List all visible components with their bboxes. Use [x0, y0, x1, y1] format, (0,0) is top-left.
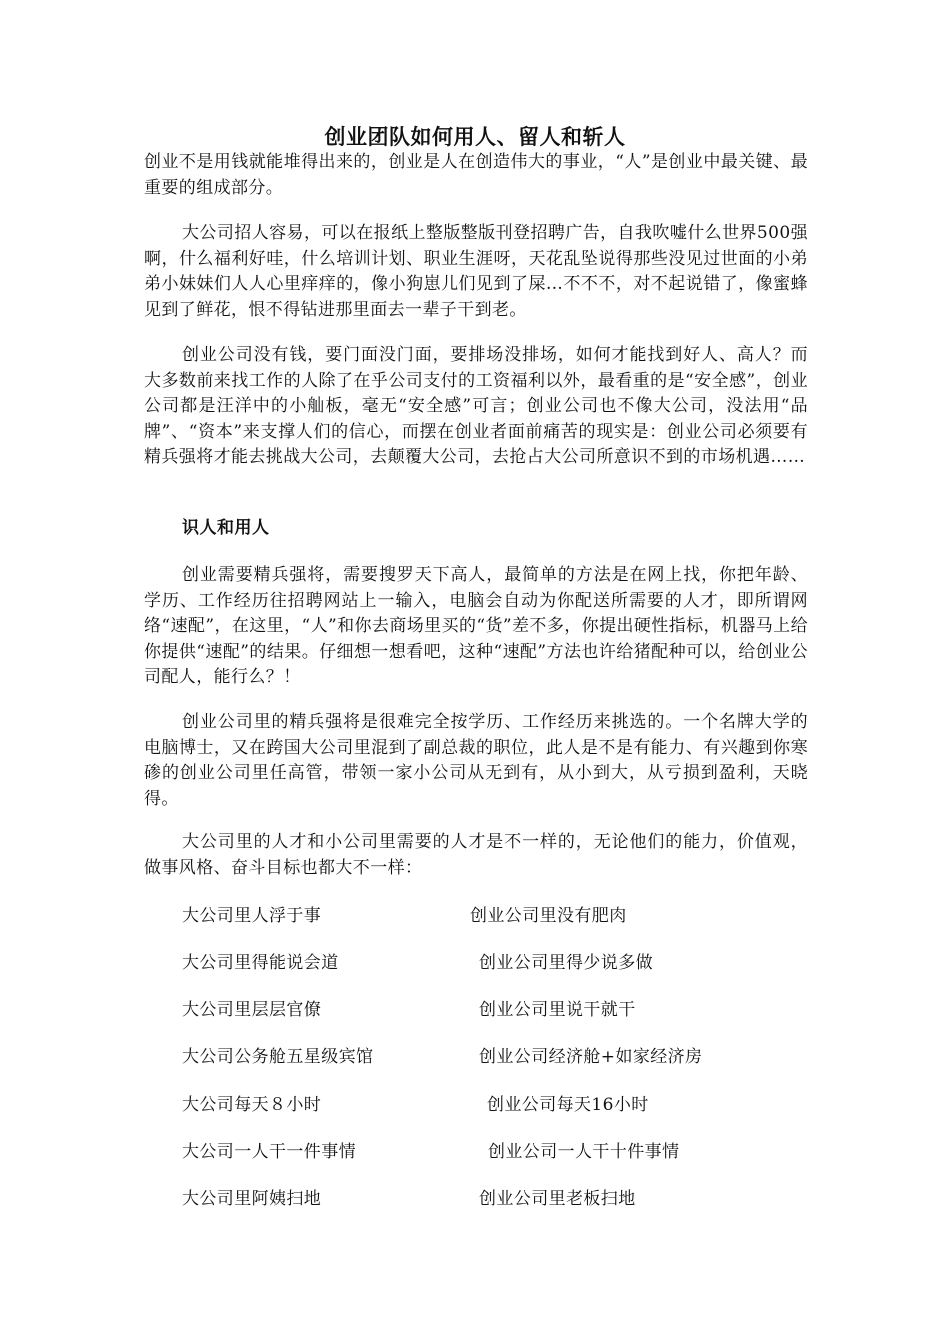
document-title: 创业团队如何用人、留人和斩人: [324, 124, 626, 149]
comparison-big-company: 大公司每天８小时: [182, 1095, 322, 1115]
comparison-row: [182, 1139, 802, 1165]
comparison-row: [182, 950, 802, 976]
comparison-startup: 创业公司一人干十件事情: [488, 1142, 680, 1162]
paragraph-talent-difference: 大公司里的人才和小公司里需要的人才是不一样的，无论他们的能力，价值观，做事风格、奋斗目标也都大不一样：: [144, 832, 808, 878]
comparison-big-company: 大公司里得能说会道: [182, 953, 339, 973]
comparison-startup: 创业公司每天16小时: [487, 1095, 649, 1115]
paragraph-startup-challenge: 创业公司没有钱，要门面没门面，要排场没排场，如何才能找到好人、高人？而大多数前来找工作的人除了在乎公司支付的工资福利以外，最看重的是“安全感”，创业公司都是汪洋中的小舢板，毫无“安全感”可言；创业公司也不像大公司，没法用“品牌”、“资本”来支撑人们的信心，而摆在创业者面前痛苦的现实是：创业公司必须要有精兵强将才能去挑战大公司，去颠覆大公司，去抢占大公司所意识不到的市场机遇……: [144, 345, 808, 468]
paragraph-speed-matching: 创业需要精兵强将，需要搜罗天下高人，最简单的方法是在网上找，你把年龄、学历、工作经历往招聘网站上一输入，电脑会自动为你配送所需要的人才，即所谓网络“速配”，在这里，“人”和你去商场里买的“货”差不多，你提出硬性指标，机器马上给你提供“速配”的结果。仔细想一想看吧，这种“速配”方法也许给猪配种可以，给创业公司配人，能行么？！: [144, 565, 808, 688]
comparison-row: [182, 1186, 802, 1212]
comparison-startup: 创业公司里没有肥肉: [470, 906, 627, 926]
comparison-startup: 创业公司里老板扫地: [479, 1189, 636, 1209]
comparison-big-company: 大公司里人浮于事: [182, 906, 322, 926]
comparison-startup: 创业公司里说干就干: [479, 1000, 636, 1020]
paragraph-intro: 创业不是用钱就能堆得出来的，创业是人在创造伟大的事业，“人”是创业中最关键、最重要的组成部分。: [144, 152, 808, 198]
comparison-row: [182, 997, 802, 1023]
paragraph-big-company-hiring: 大公司招人容易，可以在报纸上整版整版刊登招聘广告，自我吹嘘什么世界500强啊，什么福利好哇，什么培训计划、职业生涯呀，天花乱坠说得那些没见过世面的小弟弟小妹妹们人人心里痒痒的，像小狗崽儿们见到了屎…不不不，对不起说错了，像蜜蜂见到了鲜花，恨不得钻进那里面去一辈子干到老。: [144, 223, 808, 320]
comparison-big-company: 大公司里阿姨扫地: [182, 1189, 322, 1209]
comparison-big-company: 大公司公务舱五星级宾馆: [182, 1047, 374, 1067]
comparison-row: [182, 903, 802, 929]
section-heading: 识人和用人: [182, 518, 270, 538]
paragraph-elite-selection: 创业公司里的精兵强将是很难完全按学历、工作经历来挑选的。一个名牌大学的电脑博士，又在跨国大公司里混到了副总裁的职位，此人是不是有能力、有兴趣到你寒碜的创业公司里任高管，带领一家小公司从无到有，从小到大，从亏损到盈利，天晓得。: [144, 712, 808, 809]
comparison-row: [182, 1092, 802, 1118]
comparison-big-company: 大公司里层层官僚: [182, 1000, 322, 1020]
comparison-row: [182, 1044, 802, 1070]
comparison-startup: 创业公司里得少说多做: [479, 953, 653, 973]
comparison-startup: 创业公司经济舱+如家经济房: [479, 1047, 703, 1067]
comparison-big-company: 大公司一人干一件事情: [182, 1142, 356, 1162]
